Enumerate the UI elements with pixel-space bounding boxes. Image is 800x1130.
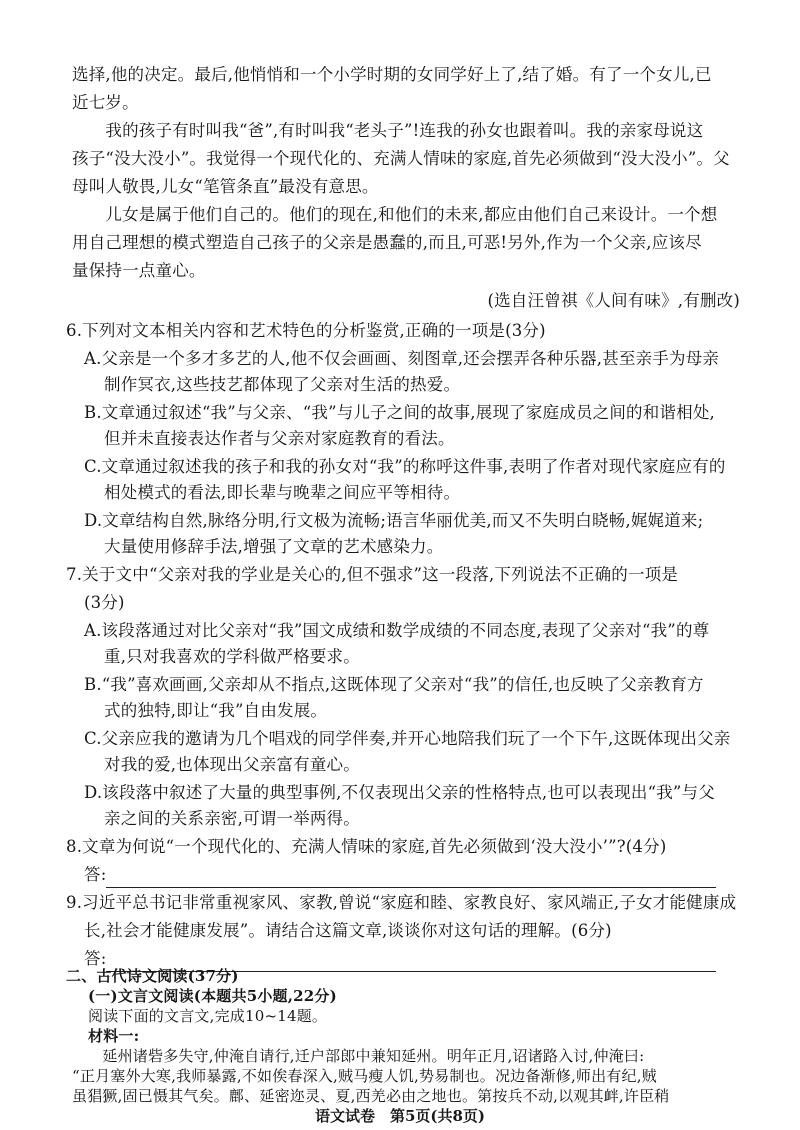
question-7-stem-cont: (3分) [84, 593, 125, 612]
question-9-stem-cont: 长,社会才能健康发展”。请结合这篇文章,谈谈你对这句话的理解。(6分) [84, 921, 612, 940]
question-6-option-b: B.文章通过叙述“我”与父亲、“我”与儿子之间的故事,展现了家庭成员之间的和谐相处, [84, 403, 716, 422]
question-9-stem: 9.习近平总书记非常重视家风、家教,曾说“家庭和睦、家教良好、家风端正,子女才能健康成 [66, 893, 737, 912]
section-2-subtitle: (一)文言文阅读(本题共5小题,22分) [88, 987, 337, 1005]
question-6-option-b-cont: 但并未直接表达作者与父亲对家庭教育的看法。 [104, 429, 455, 448]
question-6-option-a: A.父亲是一个多才多艺的人,他不仅会画画、刻图章,还会摆弄各种乐器,甚至亲手为母亲 [84, 349, 720, 368]
passage-source: (选自汪曾祺《人间有味》,有删改) [487, 291, 740, 310]
answer-label: 答: [84, 865, 107, 884]
answer-label: 答: [84, 949, 107, 968]
classical-text-line: 延州诸砦多失守,仲淹自请行,迁户部郎中兼知延州。明年正月,诏诸路入讨,仲淹曰: [72, 1047, 645, 1065]
question-7-stem: 7.关于文中“父亲对我的学业是关心的,但不强求”这一段落,下列说法不正确的一项是 [66, 565, 679, 584]
passage-line: 量保持一点童心。 [72, 261, 206, 280]
question-8-answer [84, 862, 740, 888]
classical-text-line: “正月塞外大寒,我师暴露,不如俟春深入,贼马瘦人饥,势易制也。况边备渐修,师出有纪,贼 [72, 1067, 657, 1085]
passage-line: 儿女是属于他们自己的。他们的现在,和他们的未来,都应由他们自己来设计。一个想 [72, 205, 718, 224]
question-7-option-b-cont: 式的独特,即让“我”自由发展。 [104, 701, 328, 720]
passage-line: 选择,他的决定。最后,他悄悄和一个小学时期的女同学好上了,结了婚。有了一个女儿,已 [72, 65, 712, 84]
question-7-option-c: C.父亲应我的邀请为几个唱戏的同学伴奏,并开心地陪我们玩了一个下午,这既体现出父亲 [84, 729, 731, 748]
passage-line: 用自己理想的模式塑造自己孩子的父亲是愚蠢的,而且,可恶!另外,作为一个父亲,应该尽 [72, 233, 702, 252]
page-footer: 语文试卷 第5页(共8页) [314, 1107, 486, 1125]
question-6-option-d-cont: 大量使用修辞手法,增强了文章的艺术感染力。 [104, 537, 444, 556]
material-label: 材料一: [88, 1027, 140, 1045]
passage-line: 孩子“没大没小”。我觉得一个现代化的、充满人情味的家庭,首先必须做到“没大没小”。父 [72, 149, 730, 168]
question-7-option-a-cont: 重,只对我喜欢的学科做严格要求。 [104, 647, 360, 666]
question-8-stem: 8.文章为何说“一个现代化的、充满人情味的家庭,首先必须做到‘没大没小’”?(4分) [66, 837, 667, 856]
question-6-option-c: C.文章通过叙述我的孩子和我的孙女对“我”的称呼这件事,表明了作者对现代家庭应有的 [84, 457, 726, 476]
passage-line: 近七岁。 [72, 93, 139, 112]
question-7-option-d: D.该段落中叙述了大量的典型事例,不仅表现出父亲的性格特点,也可以表现出“我”与父 [84, 783, 715, 802]
answer-line[interactable] [106, 869, 716, 888]
passage-line: 我的孩子有时叫我“爸”,有时叫我“老头子”!连我的孙女也跟着叫。我的亲家母说这 [72, 121, 704, 140]
passage-line: 母叫人敬畏,儿女“笔管条直”最没有意思。 [72, 177, 379, 196]
section-2-title: 二、古代诗文阅读(37分) [66, 967, 239, 985]
question-7-option-a: A.该段落通过对比父亲对“我”国文成绩和数学成绩的不同态度,表现了父亲对“我”的尊 [84, 621, 710, 640]
question-6-option-c-cont: 相处模式的看法,即长辈与晚辈之间应平等相待。 [104, 483, 461, 502]
question-6-option-a-cont: 制作冥衣,这些技艺都体现了父亲对生活的热爱。 [104, 375, 461, 394]
classical-text-line: 虽猖獗,固已慑其气矣。鄜、延密迩灵、夏,西羌必由之地也。第按兵不动,以观其衅,许臣稍 [72, 1087, 670, 1105]
section-2-instruction: 阅读下面的文言文,完成10~14题。 [88, 1007, 328, 1025]
question-7-option-c-cont: 对我的爱,也体现出父亲富有童心。 [104, 755, 360, 774]
question-7-option-b: B.“我”喜欢画画,父亲却从不指点,这既体现了父亲对“我”的信任,也反映了父亲教育方 [84, 675, 704, 694]
question-6-option-d: D.文章结构自然,脉络分明,行文极为流畅;语言华丽优美,而又不失明白晓畅,娓娓道来; [84, 511, 704, 530]
question-6-stem: 6.下列对文本相关内容和艺术特色的分析鉴赏,正确的一项是(3分) [66, 321, 546, 340]
question-7-option-d-cont: 亲之间的关系亲密,可谓一举两得。 [104, 809, 360, 828]
